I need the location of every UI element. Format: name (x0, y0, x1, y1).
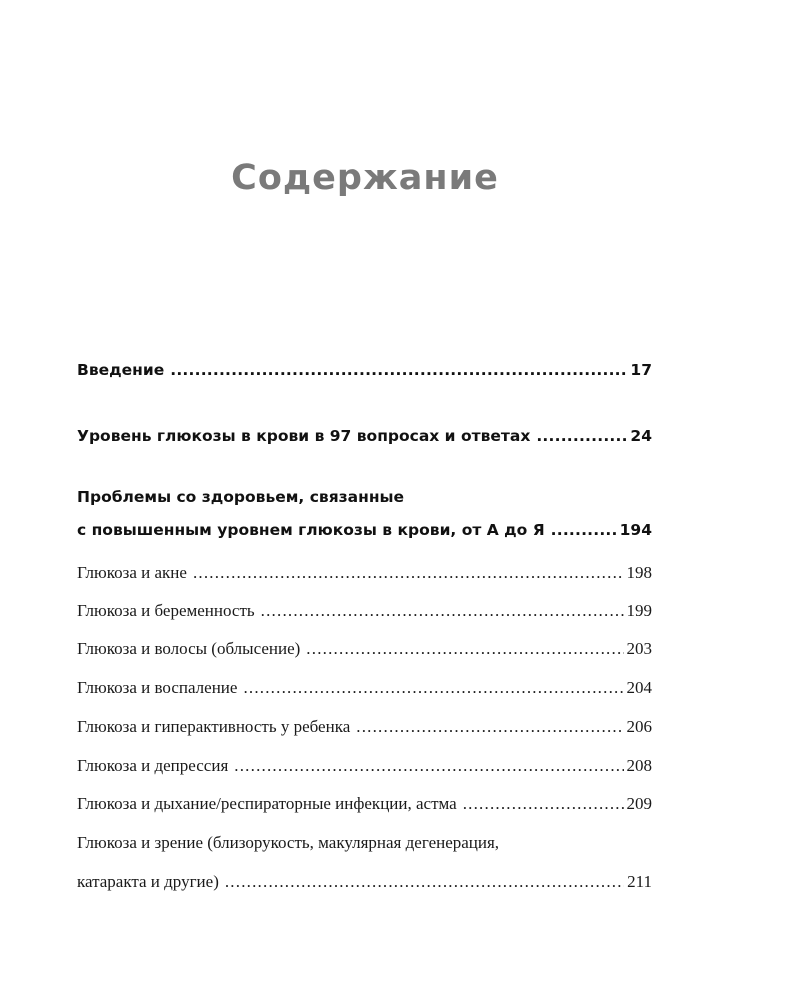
toc-entry-introduction[interactable] (77, 355, 652, 385)
toc-entry-pregnancy[interactable] (77, 596, 652, 626)
toc-entry-title: Глюкоза и дыхание/респираторные инфекции, астма (77, 794, 457, 813)
dot-leader (536, 421, 627, 451)
dot-leader (170, 355, 627, 385)
toc-entry-health-problems[interactable] (77, 482, 652, 545)
toc-entry-title: Введение (77, 361, 165, 379)
toc-page-number: 199 (626, 601, 652, 620)
toc-entry-glucose-qa[interactable] (77, 421, 652, 451)
toc-entry-title-line1: Проблемы со здоровьем, связанные (77, 488, 405, 506)
dot-leader (193, 558, 624, 588)
dot-leader (234, 751, 623, 781)
toc-entry-title: с повышенным уровнем глюкозы в крови, от А до Я (77, 521, 545, 539)
toc-entry-title: Глюкоза и беременность (77, 601, 255, 620)
toc-page-number: 206 (626, 717, 652, 736)
toc-page-number: 17 (630, 361, 652, 379)
toc-page-number: 209 (626, 794, 652, 813)
toc-entry-title: Глюкоза и волосы (облысение) (77, 639, 301, 658)
toc-page-number: 204 (626, 678, 652, 697)
dot-leader (356, 712, 623, 742)
toc-entry-inflammation[interactable] (77, 673, 652, 703)
toc-page-number: 198 (626, 563, 652, 582)
dot-leader (551, 515, 617, 545)
toc-entry-title: Глюкоза и депрессия (77, 756, 229, 775)
dot-leader (225, 867, 624, 897)
toc-page-number: 24 (630, 427, 652, 445)
toc-page-number: 211 (627, 872, 652, 891)
toc-entry-hyperactivity[interactable] (77, 712, 652, 742)
dot-leader (243, 673, 623, 703)
page-title: Содержание (231, 158, 499, 198)
dot-leader (261, 596, 624, 626)
toc-entry-hair[interactable] (77, 634, 652, 664)
toc-entry-vision[interactable] (77, 828, 652, 897)
toc-page-number: 203 (626, 639, 652, 658)
toc-entry-acne[interactable] (77, 558, 652, 588)
toc-entry-respiratory[interactable] (77, 789, 652, 819)
toc-entry-title: Глюкоза и гиперактивность у ребенка (77, 717, 351, 736)
dot-leader (306, 634, 623, 664)
toc-entry-title-line1: Глюкоза и зрение (близорукость, макулярная дегенерация, (77, 833, 500, 852)
toc-entry-title: Глюкоза и акне (77, 563, 187, 582)
toc-entry-title: катаракта и другие) (77, 872, 219, 891)
toc-page-number: 194 (619, 521, 652, 539)
dot-leader (463, 789, 624, 819)
toc-entry-title: Глюкоза и воспаление (77, 678, 238, 697)
toc-page-number: 208 (626, 756, 652, 775)
toc-entry-depression[interactable] (77, 751, 652, 781)
toc-entry-title: Уровень глюкозы в крови в 97 вопросах и ответах (77, 427, 531, 445)
